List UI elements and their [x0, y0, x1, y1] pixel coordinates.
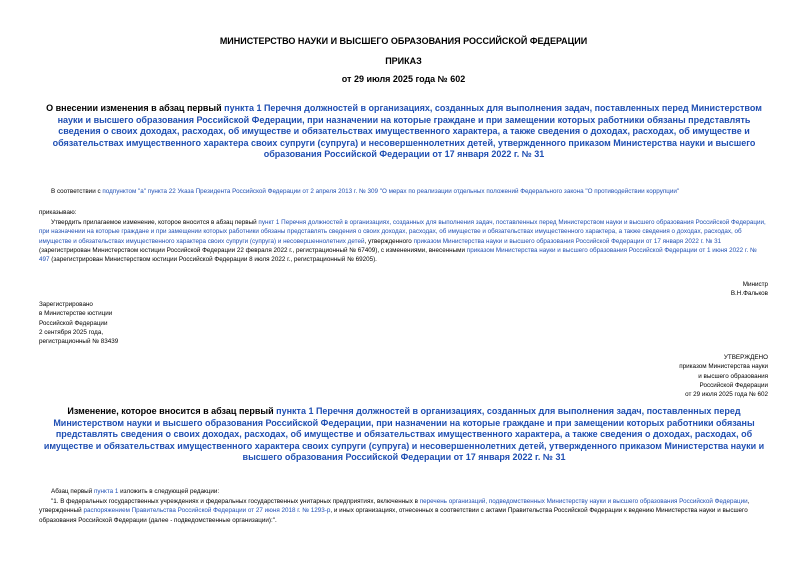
- order-title-text: О внесении изменения в абзац первый: [46, 103, 225, 113]
- quote-text-2: , утвержденный: [39, 498, 750, 515]
- list-point-link[interactable]: пункт 1 Перечня должностей в организациях, созданных для выполнения задач, поставленных перед Министерством науки и высшего образования Российской Федерации, при назначении на которые граждане и при замещении которых работники обязаны представлять сведения о своих доходах, расходах, об имуществе и обязательствах имущественного характера, а также сведения о доходах, расходах, об имуществе и обязательствах имущественного характера своих супруги (супруга) и несовершеннолетних детей: [39, 219, 766, 245]
- order-word: приказываю:: [39, 209, 77, 216]
- ministry-heading: МИНИСТЕРСТВО НАУКИ И ВЫСШЕГО ОБРАЗОВАНИЯ РОССИЙСКОЙ ФЕДЕРАЦИИ: [219, 36, 588, 46]
- body-text-1: Утвердить прилагаемое изменение, которое вносится в абзац первый: [51, 219, 259, 226]
- body-paragraph: [39, 218, 768, 264]
- signature-block: [731, 280, 768, 299]
- doc-type-heading: ПРИКАЗ: [385, 56, 422, 66]
- org-list-link[interactable]: перечень организаций, подведомственных Министерству науки и высшего образования Российской Федерации: [419, 498, 748, 505]
- signature-name: В.Н.Фальков: [730, 290, 768, 298]
- quote-text-3: , и иных организациях, отнесенных в соответствии с актами Правительства Российской Федерации к ведению Министерства науки и высшего образования Российской Федерации (далее - подведомственные организации):".: [39, 507, 748, 524]
- approved-line: УТВЕРЖДЕНО: [723, 354, 768, 361]
- quote-text-1: "1. В федеральных государственных учреждениях и федеральных государственных унитарных предприятиях, включенных в: [51, 498, 420, 505]
- amendment-title-link[interactable]: пункта 1 Перечня должностей в организациях, созданных для выполнения задач, поставленных перед Министерством науки и высшего образования Российской Федерации, при назначении на которые граждане и при замещении которых работники обязаны представлять сведения о своих доходах, расходах, об имуществе и обязательствах имущественного характера, а также сведения о доходах, расходах, об имуществе и обязательствах имущественного характера своих супруги (супруга) и несовершеннолетних детей, утвержденного приказом Министерства науки и высшего образования Российской Федерации от 17 января 2022 г. № 31: [43, 406, 765, 462]
- amend-text-2: изложить в следующей редакции:: [118, 488, 220, 495]
- approved-line: и высшего образования: [698, 372, 768, 380]
- registration-line: в Министерстве юстиции: [39, 310, 113, 318]
- body-text-4: (зарегистрирован Министерством юстиции Российской Федерации 8 июля 2022 г., регистрационный № 69205).: [49, 256, 377, 264]
- order-date-number: от 29 июля 2025 года № 602: [341, 74, 466, 84]
- order-497-link[interactable]: приказом Министерства науки и высшего образования Российской Федерации от 1 июня 2022 г. № 497: [39, 246, 757, 264]
- registration-line: 2 сентября 2025 года,: [39, 328, 104, 336]
- body-text-2: , утвержденного: [364, 237, 414, 245]
- preamble-text: В соответствии с: [51, 188, 103, 195]
- body-text-3: (зарегистрирован Министерством юстиции Российской Федерации 22 февраля 2022 г., регистрационный № 67409), с изменениями, внесенными: [39, 246, 467, 254]
- point-1-link[interactable]: пункта 1: [93, 488, 119, 495]
- approved-block: [679, 353, 768, 399]
- approved-line: приказом Министерства науки: [679, 363, 768, 371]
- amendment-title: [40, 406, 768, 464]
- amendment-title-text: Изменение, которое вносится в абзац первый: [67, 406, 277, 416]
- amend-paragraph: [39, 487, 768, 496]
- order-31-link[interactable]: приказом Министерства науки и высшего образования Российской Федерации от 17 января 2022 г. № 31: [413, 237, 722, 245]
- preamble-paragraph: [39, 187, 768, 196]
- registration-block: [39, 300, 118, 346]
- signature-role: Министр: [742, 281, 768, 288]
- amend-text-1: Абзац первый: [51, 488, 94, 495]
- registration-line: Зарегистрировано: [39, 301, 93, 308]
- registration-line: регистрационный № 83439: [39, 338, 119, 346]
- approved-line: от 29 июля 2025 года № 602: [685, 391, 768, 399]
- government-order-link[interactable]: распоряжением Правительства Российской Федерации от 27 июня 2018 г. № 1293-р: [83, 507, 331, 515]
- approved-line: Российской Федерации: [699, 381, 768, 389]
- registration-line: Российской Федерации: [39, 319, 108, 327]
- quoted-paragraph: [39, 497, 768, 525]
- decree-link[interactable]: подпунктом "а" пункта 22 Указа Президента Российской Федерации от 2 апреля 2013 г. № 309 "О мерах по реализации отдельных положений Федерального закона "О противодействии коррупции": [102, 188, 680, 195]
- order-title: [40, 103, 768, 161]
- order-title-link[interactable]: пункта 1 Перечня должностей в организациях, созданных для выполнения задач, поставленных перед Министерством науки и высшего образования Российской Федерации, при назначении на которые граждане и при замещении которых работники обязаны представлять сведения о своих доходах, расходах, об имуществе и обязательствах имущественного характера, а также сведения о доходах, расходах, об имуществе и обязательствах имущественного характера своих супруги (супруга) и несовершеннолетних детей, утвержденного приказом Министерства науки и высшего образования Российской Федерации от 17 января 2022 г. № 31: [52, 103, 762, 159]
